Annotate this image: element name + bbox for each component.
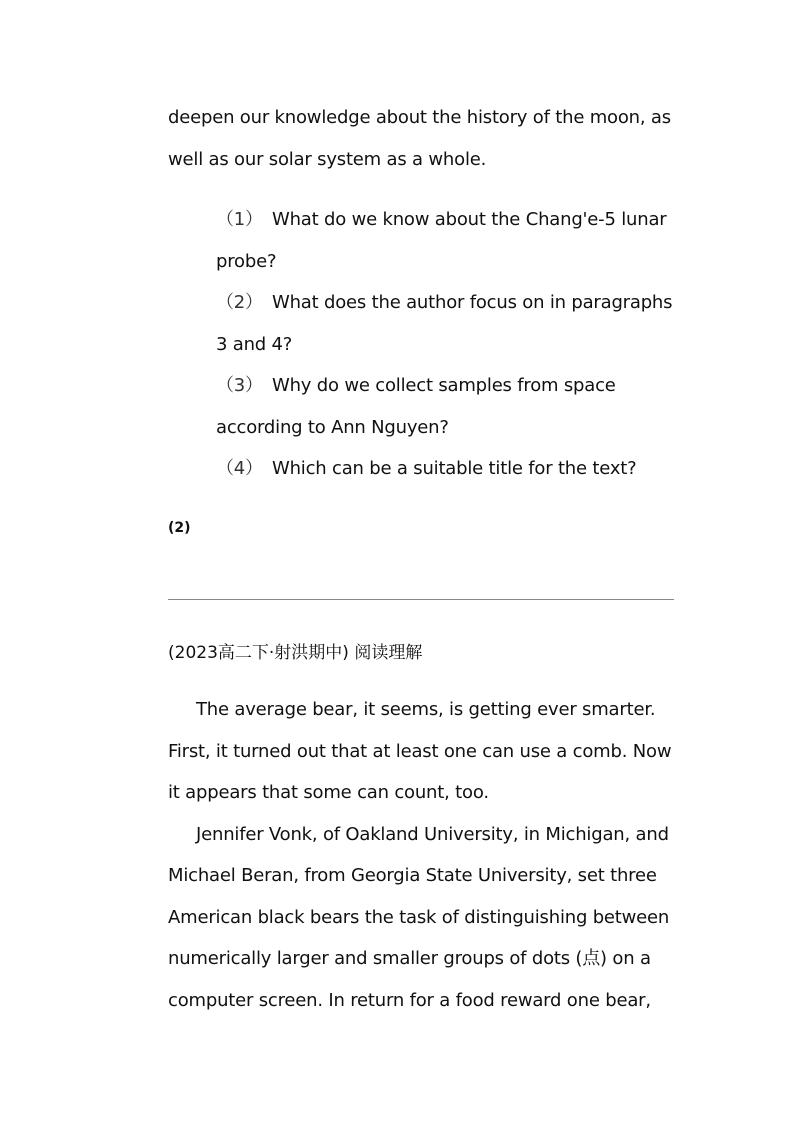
question-text: Why do we collect samples from space <box>272 375 616 396</box>
text-line: deepen our knowledge about the history of the moon, as <box>168 107 671 128</box>
section-divider <box>168 599 674 600</box>
question-number: （3） <box>216 375 263 396</box>
text-line: it appears that some can count, too. <box>168 782 489 803</box>
passage-ending <box>168 97 678 180</box>
text-line: computer screen. In return for a food reward one bear, <box>168 989 651 1011</box>
question-text-continued: probe? <box>216 250 277 272</box>
question-item <box>216 365 686 448</box>
question-item <box>216 282 686 365</box>
text-line: Jennifer Vonk, of Oakland University, in Michigan, and <box>196 823 669 845</box>
question-number: （2） <box>216 292 263 313</box>
text-line: numerically larger and smaller groups of dots (点) on a <box>168 948 651 969</box>
question-text: What does the author focus on in paragraphs <box>272 292 673 313</box>
question-text: Which can be a suitable title for the text? <box>272 458 637 479</box>
question-source: (2023高二下·射洪期中) 阅读理解 <box>168 643 423 663</box>
passage-paragraph-1 <box>168 689 678 1021</box>
question-number: （1） <box>216 209 263 230</box>
text-line: American black bears the task of distinguishing between <box>168 906 670 928</box>
question-text: What do we know about the Chang'e-5 lunar <box>272 209 667 230</box>
section-marker: (2) <box>168 520 191 536</box>
question-text-continued: according to Ann Nguyen? <box>216 416 449 438</box>
text-line: Michael Beran, from Georgia State University, set three <box>168 865 657 886</box>
question-item <box>216 448 686 490</box>
question-item <box>216 199 686 282</box>
question-text-continued: 3 and 4? <box>216 333 293 355</box>
text-line: First, it turned out that at least one can use a comb. Now <box>168 740 672 762</box>
text-line: The average bear, it seems, is getting ever smarter. <box>196 699 656 720</box>
text-line: well as our solar system as a whole. <box>168 148 487 170</box>
question-number: （4） <box>216 458 263 479</box>
question-list <box>216 199 686 490</box>
